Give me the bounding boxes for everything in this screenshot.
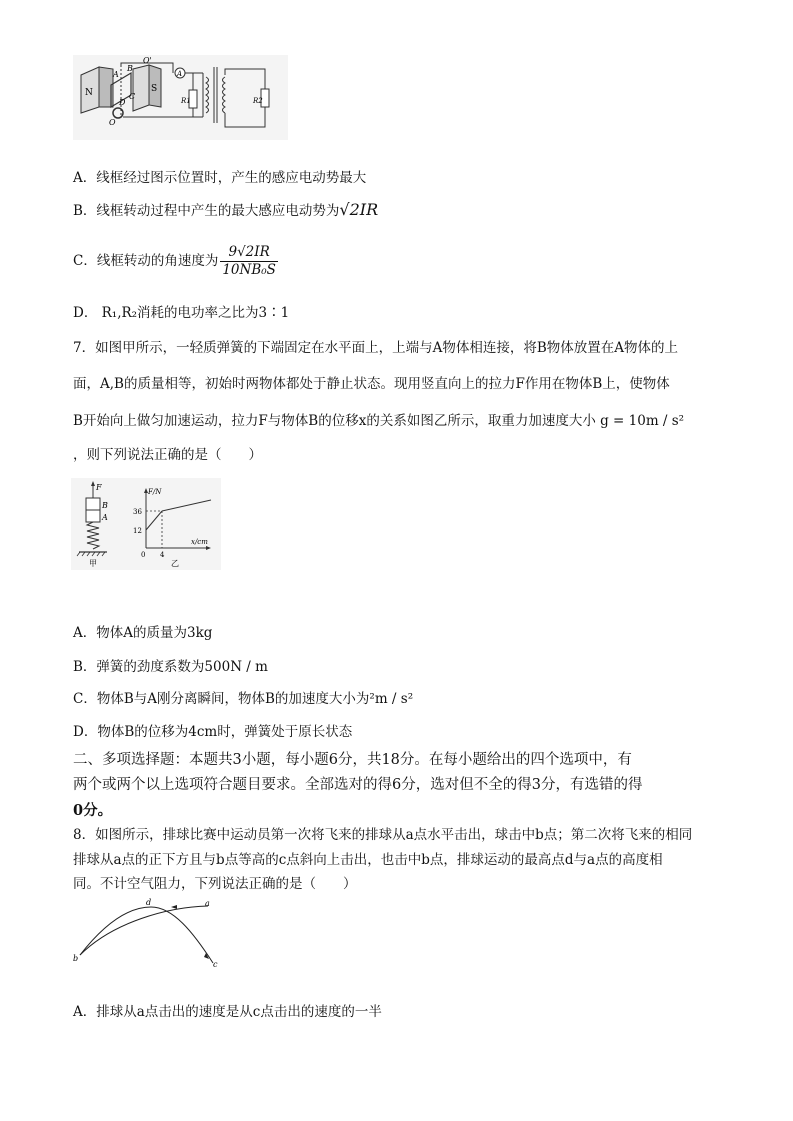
q7-option-B: B．弹簧的劲度系数为500N / m <box>73 659 268 675</box>
volleyball-trajectory-figure <box>73 897 223 969</box>
label-B: B <box>127 64 133 73</box>
q6-option-C-text: C．线框转动的角速度为 <box>73 253 219 269</box>
label-point-a: a <box>205 899 210 908</box>
y-axis-label: F/N <box>148 488 162 496</box>
q7-stem-line2: 面，A,B的质量相等，初始时两物体都处于静止状态。现用竖直向上的拉力F作用在物体B上，使物体 <box>73 376 670 392</box>
label-block-A: A <box>102 513 108 522</box>
spring-force-figure <box>71 478 221 570</box>
label-O-prime: O' <box>143 56 152 65</box>
label-F-arrow: F <box>96 483 102 492</box>
q8-option-A: A．排球从a点击出的速度是从c点击出的速度的一半 <box>73 1004 382 1020</box>
tick-4: 4 <box>160 551 165 559</box>
label-jia: 甲 <box>89 559 97 568</box>
label-O: O <box>109 118 116 127</box>
q7-option-C: C．物体B与A刚分离瞬间，物体B的加速度大小为²m / s² <box>73 691 414 707</box>
q6-option-C-numerator: 9√2IR <box>220 244 278 262</box>
q6-option-B-math: √2IR <box>339 200 379 219</box>
q6-option-C-denominator: 10NB₀S <box>222 262 276 278</box>
section2-line2: 两个或两个以上选项符合题目要求。全部选对的得6分，选对但不全的得3分，有选错的得 <box>73 777 643 793</box>
tick-12: 12 <box>133 527 142 535</box>
q8-stem-line1: 8．如图所示，排球比赛中运动员第一次将飞来的排球从a点水平击出，球击中b点；第二次将飞来的相同 <box>73 827 693 843</box>
q8-stem-line2: 排球从a点的正下方且与b点等高的c点斜向上击出，也击中b点，排球运动的最高点d与a点的高度相 <box>73 852 663 868</box>
label-A-top: A <box>113 70 119 79</box>
label-R1: R1 <box>181 97 191 105</box>
q6-option-C <box>73 243 278 279</box>
q7-stem-line4: ，则下列说法正确的是（ ） <box>73 447 262 463</box>
section2-line1: 二、多项选择题：本题共3小题，每小题6分，共18分。在每小题给出的四个选项中，有 <box>73 752 632 768</box>
section2-line3: 0分。 <box>73 802 113 819</box>
q6-option-B-text: B．线框转动过程中产生的最大感应电动势为 <box>73 203 340 219</box>
label-S: S <box>151 84 158 94</box>
label-C: C <box>129 92 136 101</box>
q8-stem-line3: 同。不计空气阻力，下列说法正确的是（ ） <box>73 876 357 892</box>
q6-option-D: D． R₁,R₂消耗的电功率之比为3∶1 <box>73 305 290 321</box>
q7-stem-line3: B开始向上做匀加速运动，拉力F与物体B的位移x的关系如图乙所示，取重力加速度大小 g = 10m / s² <box>73 413 685 429</box>
label-yi: 乙 <box>171 559 179 568</box>
q6-option-A: A．线框经过图示位置时，产生的感应电动势最大 <box>73 170 367 186</box>
q7-stem-line1: 7．如图甲所示，一轻质弹簧的下端固定在水平面上，上端与A物体相连接，将B物体放置在A物体的上 <box>73 340 679 356</box>
label-ammeter-A: A <box>177 70 183 78</box>
generator-transformer-figure <box>73 55 288 140</box>
q7-option-D: D．物体B的位移为4cm时，弹簧处于原长状态 <box>73 724 353 740</box>
label-point-d: d <box>146 898 152 907</box>
label-point-b: b <box>73 954 79 963</box>
label-N: N <box>85 88 93 98</box>
q6-option-C-fraction <box>220 244 278 279</box>
tick-0: 0 <box>141 551 146 559</box>
label-block-B: B <box>102 501 108 510</box>
label-point-c: c <box>213 960 218 969</box>
q7-option-A: A．物体A的质量为3kg <box>73 625 213 641</box>
x-axis-label: x/cm <box>191 538 208 546</box>
label-D: D <box>119 98 126 107</box>
label-R2: R2 <box>253 97 263 105</box>
tick-36: 36 <box>133 508 142 516</box>
q6-option-B <box>73 201 378 220</box>
